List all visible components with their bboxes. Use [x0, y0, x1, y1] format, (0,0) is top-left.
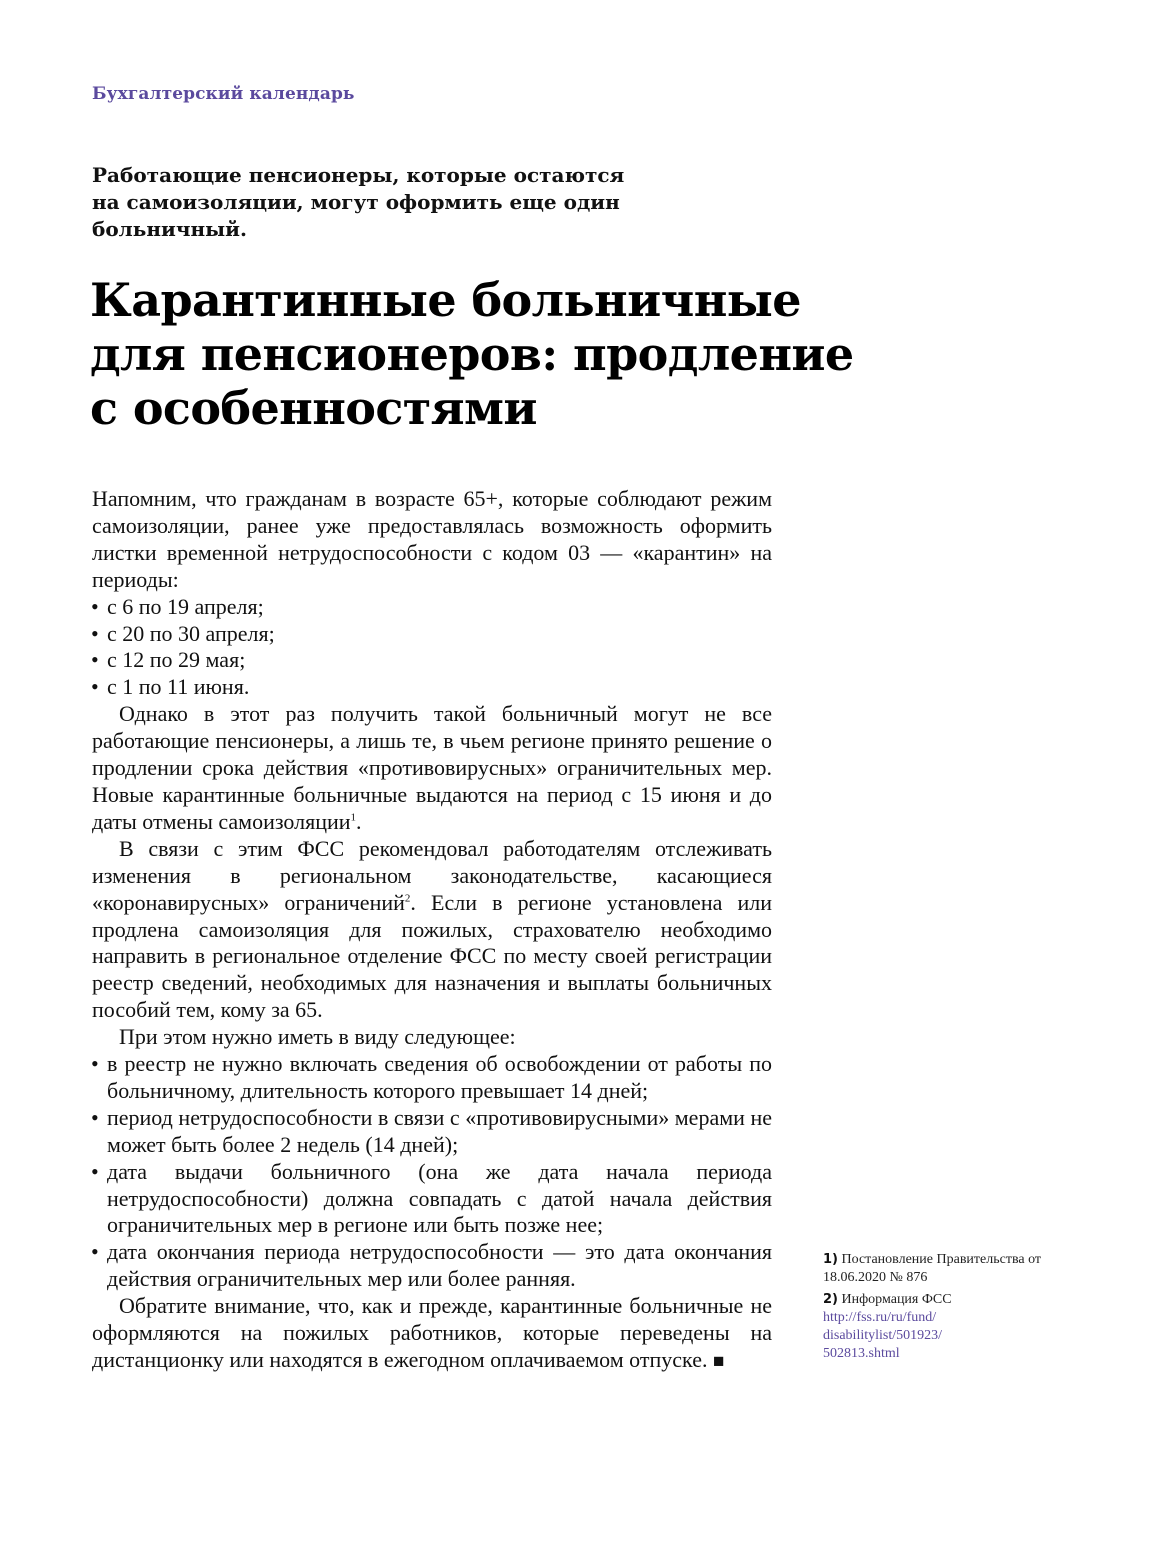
paragraph-5-text: Обратите внимание, что, как и прежде, карантинные больничные не оформляются на пожилых работников, которые переведены на дистанционку или находятся в ежегодном оплачиваемом отпуске. — [92, 1293, 772, 1372]
paragraph-2 — [92, 701, 772, 836]
list-item-text: дата окончания периода нетрудоспособности — это дата окончания действия ограничительных мер или более ранняя. — [107, 1239, 772, 1292]
article-body — [92, 486, 772, 1376]
bullet-icon: • — [91, 647, 99, 673]
bullet-icon: • — [91, 1158, 99, 1184]
paragraph-4: При этом нужно иметь в виду следующее: — [119, 1024, 516, 1050]
list-item — [92, 621, 772, 648]
bullet-icon: • — [91, 1051, 99, 1077]
footnote-text: Постановление Правительства от 18.06.2020 № 876 — [823, 1252, 1042, 1285]
section-label: Бухгалтерский календарь — [92, 84, 355, 104]
list-item — [92, 594, 772, 621]
bullet-icon: • — [91, 620, 99, 646]
list-item — [92, 1159, 772, 1240]
periods-list — [92, 594, 772, 702]
title-line: Карантинные больничные — [90, 273, 801, 327]
bullet-icon: • — [91, 593, 99, 619]
footnote-number: 2) — [823, 1292, 838, 1307]
end-mark-icon: ■ — [712, 1351, 725, 1372]
article-lead — [92, 162, 652, 243]
footnote-text: Информация ФСС — [841, 1292, 952, 1307]
footnote-ref-2: 2 — [404, 892, 411, 905]
list-item-text: с 1 по 11 июня. — [107, 674, 250, 700]
footnote-1 — [823, 1251, 1043, 1287]
lead-line: Работающие пенсионеры, которые остаются — [92, 163, 625, 187]
paragraph-intro: Напомним, что гражданам в возрасте 65+, которые соблюдают режим самоизоляции, ранее уже предоставлялась возможность оформить листки временной нетрудоспособности с кодом 03 — «карантин» на периоды: — [92, 486, 772, 592]
paragraph-3-text-a: В связи с этим ФСС рекомендовал работодателям отслеживать изменения в региональном законодательстве, касающиеся «коронавирусных» ограничений — [92, 835, 772, 915]
list-item-text: с 6 по 19 апреля; — [107, 593, 264, 619]
bullet-icon: • — [91, 1239, 99, 1265]
list-item-text: дата выдачи больничного (она же дата начала периода нетрудоспособности) должна совпадать с датой начала действия ограничительных мер в регионе или быть позже нее; — [107, 1158, 772, 1238]
footnote-link-line[interactable]: http://fss.ru/ru/fund/ — [823, 1310, 937, 1325]
list-item-text: период нетрудоспособности в связи с «противовирусными» мерами не может быть более 2 недель (14 дней); — [107, 1104, 772, 1157]
title-line: для пенсионеров: продление — [90, 327, 854, 381]
list-item-text: с 20 по 30 апреля; — [107, 620, 275, 646]
list-item — [92, 1051, 772, 1105]
list-item-text: с 12 по 29 мая; — [107, 647, 246, 673]
footnote-ref-1: 1 — [350, 811, 357, 824]
list-item — [92, 647, 772, 674]
footnote-number: 1) — [823, 1252, 838, 1267]
footnote-link[interactable] — [823, 1309, 1043, 1363]
paragraph-2-text: Однако в этот раз получить такой больничный могут не все работающие пенсионеры, а лишь те, в чьем регионе принято решение о продлении срока действия «противовирусных» ограничительных мер. Новые карантинные больничные выдаются на период с 15 июня и до даты отмены самоизоляции — [92, 701, 772, 834]
bullet-icon: • — [91, 1104, 99, 1130]
lead-line: на самоизоляции, могут оформить еще один — [92, 190, 620, 214]
paragraph-3 — [92, 836, 772, 1024]
footnote-2 — [823, 1291, 1043, 1363]
list-item — [92, 1105, 772, 1159]
paragraph-5 — [92, 1293, 772, 1376]
conditions-list — [92, 1051, 772, 1293]
lead-line: больничный. — [92, 217, 247, 241]
footnotes — [823, 1251, 1043, 1367]
list-item — [92, 674, 772, 701]
title-line: с особенностями — [90, 381, 537, 435]
footnote-link-line[interactable]: 502813.shtml — [823, 1346, 900, 1361]
paragraph-2-end: . — [356, 808, 362, 834]
list-item-text: в реестр не нужно включать сведения об освобождении от работы по больничному, длительность которого превышает 14 дней; — [107, 1051, 772, 1103]
article-title — [90, 273, 910, 435]
footnote-link-line[interactable]: disabilitylist/501923/ — [823, 1328, 943, 1343]
paragraph-3-text-b: . Если в регионе установлена или продлена самоизоляция для пожилых, страхователю необходимо направить в региональное отделение ФСС по месту своей регистрации реестр сведений, необходимых для назначения и выплаты больничных пособий тем, кому за 65. — [92, 889, 772, 1023]
bullet-icon: • — [91, 674, 99, 700]
list-item — [92, 1239, 772, 1293]
